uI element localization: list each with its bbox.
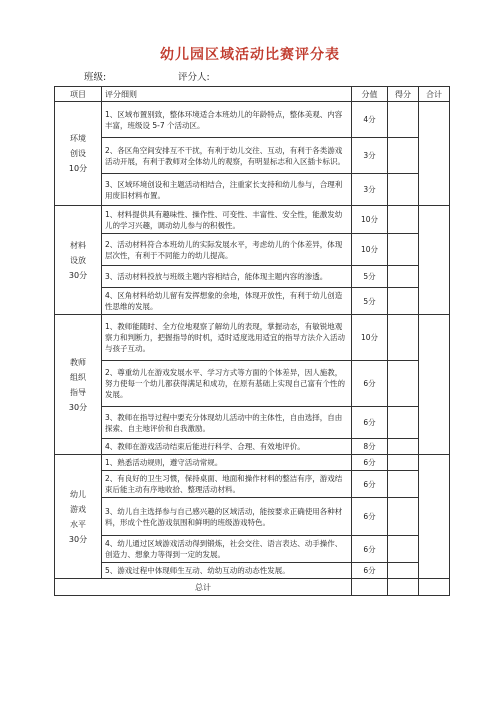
- points-cell: 10分: [352, 315, 388, 361]
- score-cell[interactable]: [388, 439, 419, 455]
- points-cell: 10分: [352, 234, 388, 266]
- table-row: [55, 288, 450, 315]
- points-cell: 8分: [352, 439, 388, 455]
- points-cell: 5分: [352, 266, 388, 288]
- score-cell[interactable]: [388, 407, 419, 439]
- score-cell[interactable]: [388, 536, 419, 563]
- class-label: 班级:: [84, 72, 107, 83]
- header-item: 项目: [55, 87, 102, 102]
- criteria-cell: 1、材料提供具有趣味性、操作性、可变性、丰富性、安全性，能激发幼儿的学习兴趣，调动幼儿参与的积极性。: [102, 206, 352, 234]
- table-row: [55, 439, 450, 455]
- table-row: [55, 174, 450, 206]
- total-label: 总计: [55, 579, 352, 596]
- sum-cell[interactable]: [419, 206, 450, 315]
- points-cell: 4分: [352, 102, 388, 138]
- criteria-cell: 4、幼儿通过区域游戏活动得到锻炼，社会交往、语言表达、动手操作、创造力、想象力等得到一定的发展。: [102, 536, 352, 563]
- points-cell: 3分: [352, 174, 388, 206]
- table-row: [55, 471, 450, 498]
- category-cell: 教师 组织 指导 30分: [55, 315, 102, 455]
- criteria-cell: 5、游戏过程中体现师生互动、幼幼互动的动态性发展。: [102, 563, 352, 579]
- score-cell[interactable]: [388, 288, 419, 315]
- category-cell: 环境 创设 10分: [55, 102, 102, 206]
- points-cell: 10分: [352, 206, 388, 234]
- score-cell[interactable]: [388, 471, 419, 498]
- rater-label: 评分人:: [178, 72, 210, 83]
- total-points-cell: [352, 579, 388, 596]
- total-row: [55, 579, 450, 596]
- criteria-cell: 2、活动材料符合本班幼儿的实际发展水平，考虑幼儿的个体差异，体现层次性，有利于不同能力的幼儿提高。: [102, 234, 352, 266]
- criteria-cell: 2、有良好的卫生习惯，保持桌面、地面和操作材料的整洁有序，游戏结束后能主动有序地收拾、整理活动材料。: [102, 471, 352, 498]
- points-cell: 5分: [352, 288, 388, 315]
- category-cell: 材料 设放 30分: [55, 206, 102, 315]
- sum-cell[interactable]: [419, 102, 450, 206]
- score-cell[interactable]: [388, 315, 419, 361]
- criteria-cell: 3、幼儿自主选择参与自己感兴趣的区域活动，能按要求正确使用各种材料，形成个性化游戏氛围和鲜明的班级游戏特色。: [102, 498, 352, 536]
- criteria-cell: 3、教师在指导过程中要充分体现幼儿活动中的主体性，自由选择，自由探索、自主地评价和自我激励。: [102, 407, 352, 439]
- score-cell[interactable]: [388, 102, 419, 138]
- points-cell: 6分: [352, 455, 388, 471]
- points-cell: 6分: [352, 536, 388, 563]
- score-cell[interactable]: [388, 361, 419, 407]
- sum-cell[interactable]: [419, 315, 450, 455]
- header-sum: 合计: [419, 87, 450, 102]
- points-cell: 6分: [352, 471, 388, 498]
- header-points: 分值: [352, 87, 388, 102]
- criteria-cell: 4、教师在游戏活动结束后能进行科学、合理、有效地评价。: [102, 439, 352, 455]
- score-cell[interactable]: [388, 174, 419, 206]
- table-header-row: [55, 87, 450, 102]
- criteria-cell: 3、活动材料投放与班级主题内容相结合，能体现主题内容的渗透。: [102, 266, 352, 288]
- score-cell[interactable]: [388, 455, 419, 471]
- header-score: 得分: [388, 87, 419, 102]
- scoring-table: [54, 86, 450, 596]
- sum-cell[interactable]: [419, 455, 450, 579]
- criteria-cell: 2、尊重幼儿在游戏发展水平、学习方式等方面的个体差异，因人施教，努力使每一个幼儿都获得满足和成功，在原有基础上实现自己富有个性的发展。: [102, 361, 352, 407]
- total-sum-cell[interactable]: [419, 579, 450, 596]
- header-criteria: 评分细则: [102, 87, 352, 102]
- page-title: 幼儿园区域活动比赛评分表: [160, 47, 340, 63]
- table-row: [55, 315, 450, 361]
- table-row: [55, 138, 450, 174]
- points-cell: 6分: [352, 407, 388, 439]
- score-cell[interactable]: [388, 563, 419, 579]
- points-cell: 6分: [352, 563, 388, 579]
- criteria-cell: 1、熟悉活动规则，遵守活动常规。: [102, 455, 352, 471]
- table-row: [55, 234, 450, 266]
- table-row: [55, 498, 450, 536]
- criteria-cell: 1、教师能随时、全方位地观察了解幼儿的表现，掌握动态，有敏锐地观察力和判断力，把握指导的时机，适时适度选用适宜的指导方法介入活动与孩子互动。: [102, 315, 352, 361]
- criteria-cell: 4、区角材料给幼儿留有发挥想象的余地，体现开放性，有利于幼儿创造性思维的发展。: [102, 288, 352, 315]
- table-row: [55, 361, 450, 407]
- score-cell[interactable]: [388, 234, 419, 266]
- score-cell[interactable]: [388, 138, 419, 174]
- points-cell: 6分: [352, 498, 388, 536]
- points-cell: 6分: [352, 361, 388, 407]
- category-cell: 幼儿 游戏 水平 30分: [55, 455, 102, 579]
- table-row: [55, 536, 450, 563]
- table-row: [55, 455, 450, 471]
- table-row: [55, 206, 450, 234]
- table-row: [55, 266, 450, 288]
- score-cell[interactable]: [388, 206, 419, 234]
- table-row: [55, 563, 450, 579]
- table-row: [55, 102, 450, 138]
- score-cell[interactable]: [388, 498, 419, 536]
- criteria-cell: 2、各区角空间安排互不干扰，有利于幼儿交往、互动，有利于各类游戏活动开展，有利于教师对全体幼儿的观察，有明显标志和入区插卡标识。: [102, 138, 352, 174]
- total-score-cell[interactable]: [388, 579, 419, 596]
- criteria-cell: 1、区域布置别致，整体环境适合本班幼儿的年龄特点，整体美观、内容丰富，班级设 5-7 个活动区。: [102, 102, 352, 138]
- score-cell[interactable]: [388, 266, 419, 288]
- table-body: [55, 102, 450, 579]
- points-cell: 3分: [352, 138, 388, 174]
- table-row: [55, 407, 450, 439]
- criteria-cell: 3、区域环境创设和主题活动相结合，注重家长支持和幼儿参与，合理利用废旧材料布置。: [102, 174, 352, 206]
